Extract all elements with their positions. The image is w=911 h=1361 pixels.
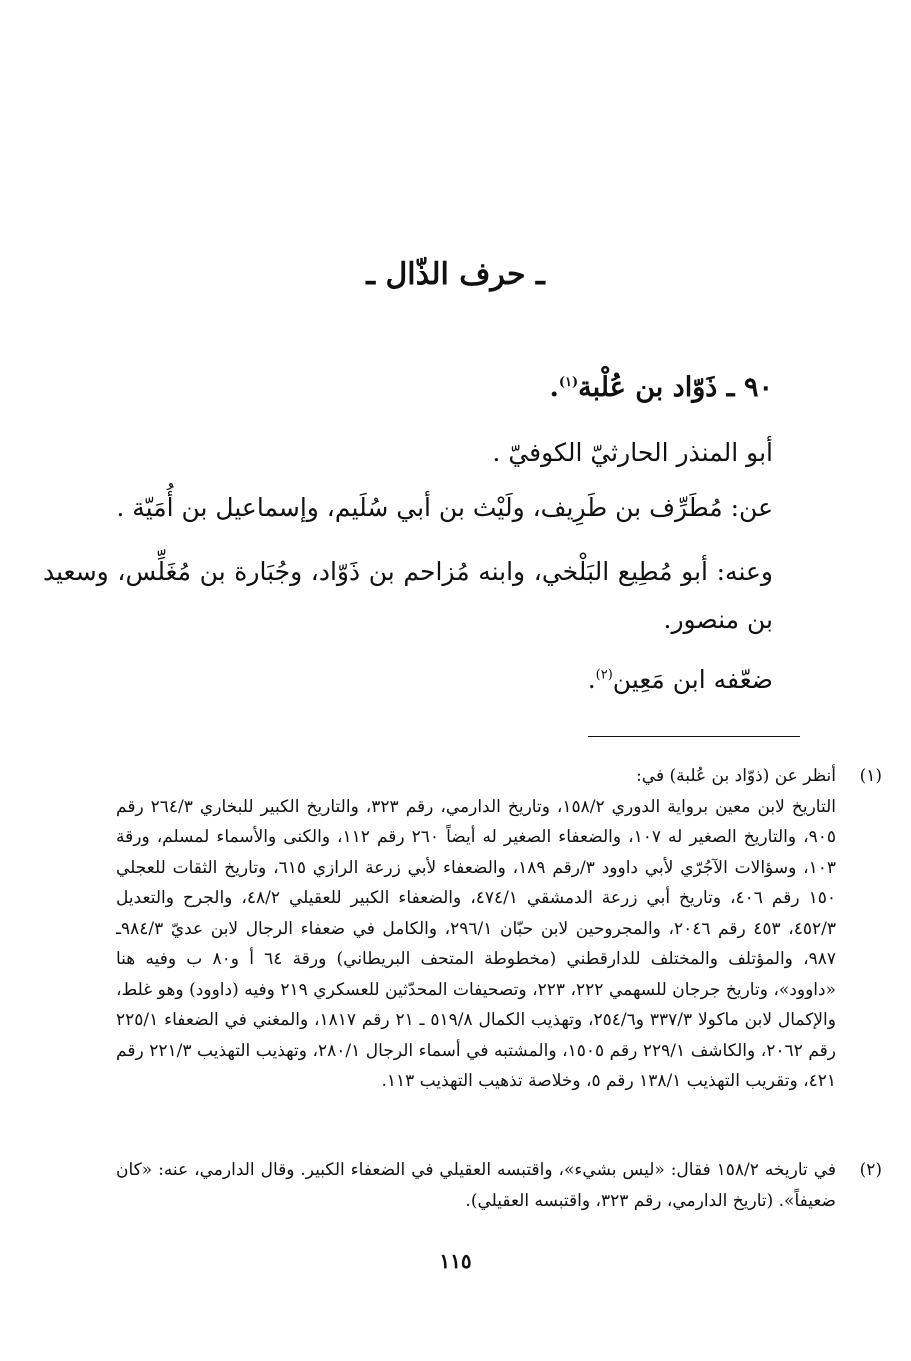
footnote-number: (٢): [859, 1160, 882, 1180]
entry-grading-end: .: [587, 665, 596, 694]
entry-heading: [93, 368, 773, 408]
entry-grading: [73, 660, 773, 700]
entry-heading-text: ٩٠ ـ ذَوّاد بن عُلْبة: [578, 372, 773, 403]
chapter-title: ـ حرف الذّال ـ: [366, 257, 545, 292]
entry-heading-end: .: [549, 372, 559, 403]
footnote-2: [116, 1155, 882, 1216]
footnote-text: في تاريخه ١٥٨/٢ فقال: «ليس بشيء»، واقتبسه العقيلي في الضعفاء الكبير. وقال الدارمي، عنه: «كان ضعيفاً». (تاريخ الدارمي، رقم ٣٢٣، واقتبسه العقيلي).: [116, 1160, 836, 1211]
footnote-text: التاريخ لابن معين برواية الدوري ١٥٨/٢، وتاريخ الدارمي، رقم ٣٢٣، والتاريخ الكبير للبخاري ٢٦٤/٣ رقم ٩٠٥، والتاريخ الصغير له ١٠٧، والضعفاء الصغير له أيضاً ٢٦٠ رقم ١١٢، والكنى والأسماء لمسلم، ورقة ١٠٣، وسؤالات الآجُرّي لأبي داوود ٣/رقم ١٨٩، والضعفاء لأبي زرعة الرازي ٦١٥، وتاريخ الثقات للعجلي ١٥٠ رقم ٤٠٦، وتاريخ أبي زرعة الدمشقي ٤٧٤/١، والضعفاء الكبير للعقيلي ٤٨/٢، والجرح والتعديل ٤٥٢/٣، ٤٥٣ رقم ٢٠٤٦، والمجروحين لابن حبّان ٢٩٦/١، والكامل في ضعفاء الرجال لابن عديّ ٩٨٤/٣ـ ٩٨٧، والمؤتلف والمختلف للدارقطني (مخطوطة المتحف البريطاني) ورقة ٦٤ أ و٨٠ ب وفيه هنا «داوود»، وتاريخ جرجان للسهمي ٢٢٢، ٢٢٣، وتصحيفات المحدّثين للعسكري ٢١٩ وفيه (داوود) وهو غلط، والإكمال لابن ماكولا ٣٣٧/٣ و٢٥٤/٦، وتهذيب الكمال ٥١٩/٨ ـ ٢١ رقم ١٨١٧، والمغني في الضعفاء ٢٢٥/١ رقم ٢٠٦٢، والكاشف ٢٢٩/١ رقم ١٥٠٥، والمشتبه في أسماء الرجال ٢٨٠/١، وتهذيب التهذيب ٢٢١/٣ رقم ٤٢١، وتقريب التهذيب ١٣٨/١ رقم ٥، وخلاصة تذهيب التهذيب ١١٣.: [116, 796, 837, 1091]
entry-grading-text: ضعّفه ابن مَعِين: [612, 665, 773, 694]
footnote-lead: أنظر عن (ذوّاد بن عُلبة) في:: [636, 766, 836, 786]
page-number: ١١٥: [439, 1249, 472, 1273]
entry-kunya: أبو المنذر الحارثيّ الكوفيّ .: [492, 438, 773, 467]
footnote-ref-1: (١): [558, 375, 579, 390]
entry-students: وعنه: أبو مُطِيع البَلْخي، وابنه مُزاحم بن ذَوّاد، وجُبَارة بن مُغَلِّس، وسعيد بن منصور.: [43, 557, 773, 634]
footnote-1: [116, 761, 882, 1097]
entry-teachers: عن: مُطَرِّف بن طَرِيف، ولَيْث بن أبي سُلَيم، وإسماعيل بن أُمَيّة .: [116, 493, 773, 522]
footnote-separator: [588, 736, 800, 737]
footnote-ref-2: (٢): [595, 667, 613, 683]
footnote-number: (١): [859, 766, 882, 786]
